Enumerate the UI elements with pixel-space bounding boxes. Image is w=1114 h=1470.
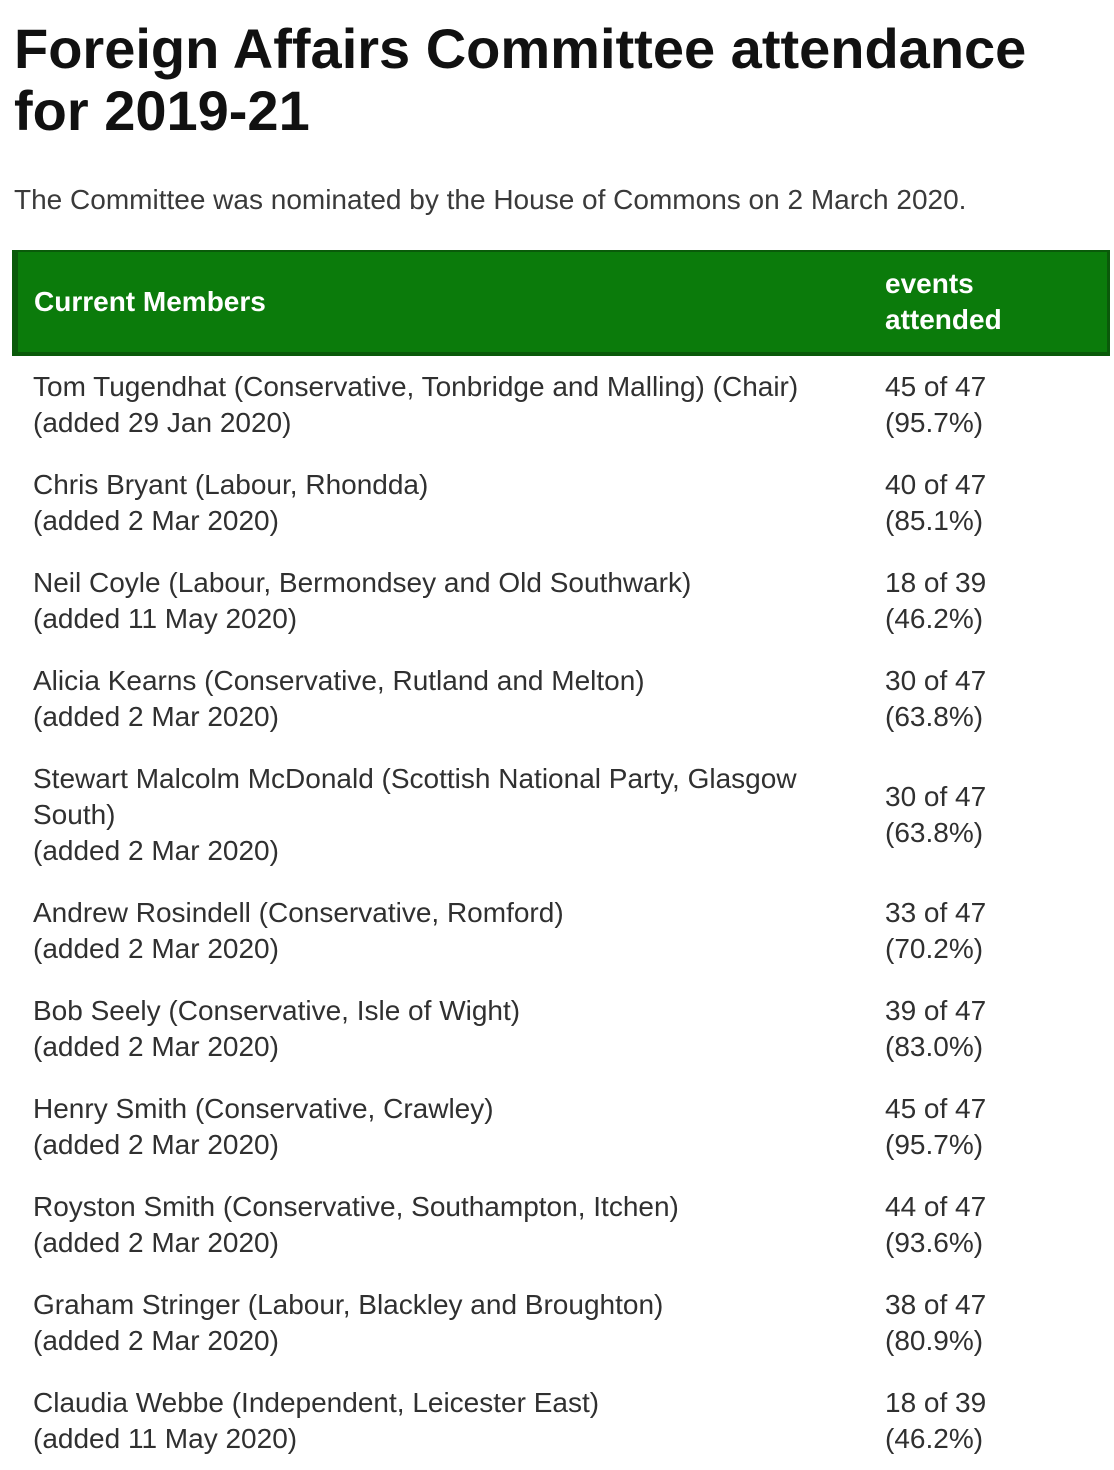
events-cell [871,748,1109,882]
member-added-date: (added 11 May 2020) [33,603,298,634]
attendance-table-body [15,354,1109,1470]
member-cell [15,552,871,650]
member-row [15,354,1109,454]
events-cell [871,1274,1109,1372]
member-name: Graham Stringer (Labour, Blackley and Broughton) [33,1289,664,1320]
member-cell [15,454,871,552]
member-row [15,1372,1109,1470]
member-row [15,1078,1109,1176]
member-row [15,650,1109,748]
events-attended-count: 39 of 47 [885,995,987,1026]
member-cell [15,1372,871,1470]
member-added-date: (added 29 Jan 2020) [33,407,292,438]
member-row [15,748,1109,882]
member-name: Claudia Webbe (Independent, Leicester East) [33,1387,600,1418]
member-cell [15,354,871,454]
member-name: Stewart Malcolm McDonald (Scottish National Party, Glasgow South) [33,763,797,830]
member-row [15,882,1109,980]
events-cell [871,882,1109,980]
attendance-percent: (46.2%) [885,1423,984,1454]
attendance-table [12,250,1110,1470]
events-attended-count: 18 of 39 [885,1387,987,1418]
member-name: Chris Bryant (Labour, Rhondda) [33,469,429,500]
member-added-date: (added 2 Mar 2020) [33,933,279,964]
current-members-label: Current Members [34,286,266,317]
events-attended-count: 44 of 47 [885,1191,987,1222]
page-title: Foreign Affairs Committee attendance for 2019-21 [14,17,1027,142]
member-cell [15,748,871,882]
member-row [15,454,1109,552]
attendance-percent: (83.0%) [885,1031,984,1062]
events-cell [871,650,1109,748]
events-attended-count: 45 of 47 [885,1093,987,1124]
events-cell [871,454,1109,552]
member-added-date: (added 2 Mar 2020) [33,505,279,536]
member-added-date: (added 2 Mar 2020) [33,701,279,732]
intro-paragraph: The Committee was nominated by the House of Commons on 2 March 2020. [14,184,967,215]
attendance-percent: (85.1%) [885,505,984,536]
attendance-table-header [15,251,1109,354]
member-added-date: (added 2 Mar 2020) [33,1227,279,1258]
events-cell [871,980,1109,1078]
events-cell [871,1078,1109,1176]
member-name: Henry Smith (Conservative, Crawley) [33,1093,494,1124]
member-name: Neil Coyle (Labour, Bermondsey and Old Southwark) [33,567,692,598]
member-added-date: (added 2 Mar 2020) [33,1325,279,1356]
member-added-date: (added 11 May 2020) [33,1423,298,1454]
attendance-percent: (95.7%) [885,407,984,438]
member-name: Royston Smith (Conservative, Southampton, Itchen) [33,1191,679,1222]
events-attended-count: 33 of 47 [885,897,987,928]
events-attended-count: 38 of 47 [885,1289,987,1320]
member-row [15,1274,1109,1372]
member-name: Andrew Rosindell (Conservative, Romford) [33,897,564,928]
events-cell [871,552,1109,650]
member-cell [15,1274,871,1372]
attendance-percent: (63.8%) [885,817,984,848]
attendance-percent: (63.8%) [885,701,984,732]
events-cell [871,1176,1109,1274]
member-row [15,980,1109,1078]
attendance-percent: (93.6%) [885,1227,984,1258]
events-cell [871,354,1109,454]
attendance-percent: (70.2%) [885,933,984,964]
events-cell [871,1372,1109,1470]
member-name: Alicia Kearns (Conservative, Rutland and Melton) [33,665,645,696]
column-header-events-attended [871,251,1109,354]
member-cell [15,1078,871,1176]
member-cell [15,650,871,748]
events-attended-count: 30 of 47 [885,665,987,696]
member-name: Tom Tugendhat (Conservative, Tonbridge and Malling) (Chair) [33,371,799,402]
events-attended-count: 45 of 47 [885,371,987,402]
events-attended-count: 18 of 39 [885,567,987,598]
member-cell [15,1176,871,1274]
member-row [15,1176,1109,1274]
member-added-date: (added 2 Mar 2020) [33,1031,279,1062]
events-attended-label: events attended [885,268,1002,335]
member-row [15,552,1109,650]
member-added-date: (added 2 Mar 2020) [33,835,279,866]
member-cell [15,882,871,980]
column-header-current-members [15,251,871,354]
attendance-percent: (46.2%) [885,603,984,634]
member-name: Bob Seely (Conservative, Isle of Wight) [33,995,521,1026]
attendance-percent: (95.7%) [885,1129,984,1160]
attendance-percent: (80.9%) [885,1325,984,1356]
member-cell [15,980,871,1078]
events-attended-count: 40 of 47 [885,469,987,500]
member-added-date: (added 2 Mar 2020) [33,1129,279,1160]
events-attended-count: 30 of 47 [885,781,987,812]
